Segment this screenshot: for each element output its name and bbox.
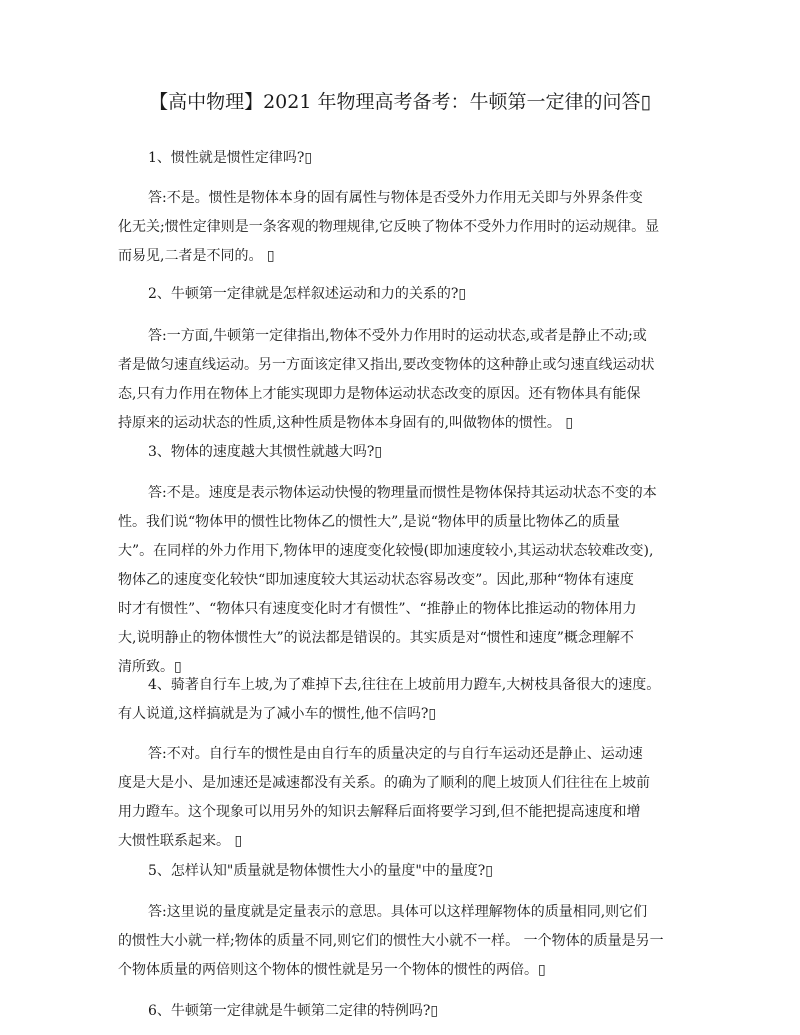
answer-line: 性。我们说“物体甲的惯性比物体乙的惯性大”,是说“物体甲的质量比物体乙的质量 (118, 514, 620, 530)
document-title: 【高中物理】2021 年物理高考备考：牛顿第一定律的问答▯ (149, 91, 651, 113)
answer-line: 答:不是。速度是表示物体运动快慢的物理量而惯性是物体保持其运动状态不变的本 (148, 485, 657, 501)
answer-line: 化无关;惯性定律则是一条客观的物理规律,它反映了物体不受外力作用时的运动规律。显 (118, 219, 660, 235)
question-line: 4、骑著自行车上坡,为了难掉下去,往往在上坡前用力蹬车,大树枝具备很大的速度。 (148, 677, 661, 693)
answer-3 (118, 479, 690, 682)
answer-line: 者是做匀速直线运动。另一方面该定律又指出,要改变物体的这种静止或匀速直线运动状 (118, 357, 655, 373)
answer-line: 物体乙的速度变化较快“即加速度较大其运动状态容易改变”。因此,那种“物体有速度 (118, 572, 634, 588)
answer-1 (118, 184, 690, 271)
question-1: 1、惯性就是惯性定律吗?▯ (148, 150, 313, 166)
answer-line: 度是大是小、是加速还是减速都没有关系。的确为了顺利的爬上坡顶人们往往在上坡前 (118, 775, 650, 791)
question-line: 有人说道,这样搞就是为了减小车的惯性,他不信吗?▯ (118, 706, 437, 722)
answer-4 (118, 740, 690, 856)
answer-line: 答:不是。惯性是物体本身的固有属性与物体是否受外力作用无关即与外界条件变 (148, 190, 643, 206)
answer-line: 清所致。▯ (118, 659, 182, 675)
answer-line: 大,说明静止的物体惯性大”的说法都是错误的。其实质是对“惯性和速度”概念理解不 (118, 630, 634, 646)
answer-2 (118, 322, 690, 438)
answer-line: 答:这里说的量度就是定量表示的意思。具体可以这样理解物体的质量相同,则它们 (148, 904, 648, 920)
answer-line: 用力蹬车。这个现象可以用另外的知识去解释后面将要学习到,但不能把提高速度和增 (118, 804, 641, 820)
answer-line: 时才有惯性”、“物体只有速度变化时才有惯性”、“推静止的物体比推运动的物体用力 (118, 601, 637, 617)
answer-line: 的惯性大小就一样;物体的质量不同,则它们的惯性大小就不一样。 一个物体的质量是另一 (118, 933, 664, 949)
answer-line: 态,只有力作用在物体上才能实现即力是物体运动状态改变的原因。还有物体具有能保 (118, 386, 641, 402)
question-4 (118, 671, 690, 729)
answer-line: 答:不对。自行车的惯性是由自行车的质量决定的与自行车运动还是静止、运动速 (148, 746, 643, 762)
answer-line: 而易见,二者是不同的。 ▯ (118, 248, 275, 264)
answer-line: 答:一方面,牛顿第一定律指出,物体不受外力作用时的运动状态,或者是静止不动;或 (148, 328, 647, 344)
answer-line: 个物体质量的两倍则这个物体的惯性就是另一个物体的惯性的两倍。▯ (118, 962, 546, 978)
question-5: 5、怎样认知"质量就是物体惯性大小的量度"中的量度?▯ (148, 863, 493, 879)
answer-line: 持原来的运动状态的性质,这种性质是物体本身固有的,叫做物体的惯性。 ▯ (118, 415, 574, 431)
question-2: 2、牛顿第一定律就是怎样叙述运动和力的关系的?▯ (148, 286, 467, 302)
answer-5 (118, 898, 690, 985)
answer-line: 大惯性联系起来。 ▯ (118, 833, 243, 849)
question-6: 6、牛顿第一定律就是牛顿第二定律的特例吗?▯ (148, 1003, 439, 1019)
answer-line: 大”。在同样的外力作用下,物体甲的速度变化较慢(即加速度较小,其运动状态较难改变), (118, 543, 654, 559)
question-3: 3、物体的速度越大其惯性就越大吗?▯ (148, 444, 383, 460)
